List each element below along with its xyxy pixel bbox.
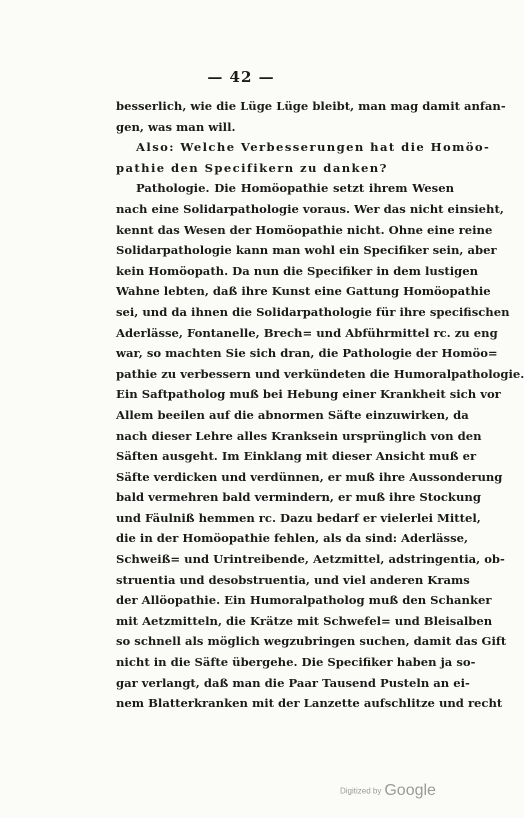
digitized-by-label: Digitized by bbox=[340, 786, 382, 796]
text-line: Aderlässe, Fontanelle, Brech= und Abführmittel rc. zu eng bbox=[116, 325, 498, 340]
section-heading-line: pathie den Specifikern zu danken? bbox=[116, 160, 388, 175]
text-line: Solidarpathologie kann man wohl ein Specifiker sein, aber bbox=[116, 243, 497, 258]
text-line: bald vermehren bald vermindern, er muß ihre Stockung bbox=[116, 490, 481, 505]
google-logo-text: Google bbox=[384, 782, 436, 799]
text-line: struentia und desobstruentia, und viel anderen Krams bbox=[116, 572, 470, 587]
text-line: Schweiß= und Urintreibende, Aetzmittel, adstringentia, ob- bbox=[116, 552, 505, 567]
text-line: und Fäulniß hemmen rc. Dazu bedarf er vielerlei Mittel, bbox=[116, 510, 481, 525]
text-line: nicht in die Säfte übergehe. Die Specifiker haben ja so- bbox=[116, 655, 476, 670]
text-line: die in der Homöopathie fehlen, als da sind: Aderlässe, bbox=[116, 531, 469, 546]
text-line: pathie zu verbessern und verkündeten die Humoralpathologie. bbox=[116, 366, 524, 381]
text-line: Pathologie. Die Homöopathie setzt ihrem Wesen bbox=[136, 181, 454, 196]
text-line: nach eine Solidarpathologie voraus. Wer das nicht einsieht, bbox=[116, 201, 504, 216]
text-line: nach dieser Lehre alles Kranksein ursprünglich von den bbox=[116, 428, 482, 443]
text-line: Ein Saftpatholog muß bei Hebung einer Krankheit sich vor bbox=[116, 387, 501, 402]
text-line: war, so machten Sie sich dran, die Pathologie der Homöo= bbox=[116, 346, 498, 361]
section-heading-line: Also: Welche Verbesserungen hat die Homöo- bbox=[136, 140, 491, 155]
text-line: mit Aetzmitteln, die Krätze mit Schwefel= und Bleisalben bbox=[116, 613, 493, 628]
text-line: gar verlangt, daß man die Paar Tausend Pusteln an ei- bbox=[116, 675, 470, 690]
text-line: nem Blatterkranken mit der Lanzette aufschlitze und recht bbox=[116, 696, 503, 711]
text-line: Wahne lebten, daß ihre Kunst eine Gattung Homöopathie bbox=[116, 284, 491, 299]
page-number-header: — 42 — bbox=[207, 68, 275, 86]
text-line: so schnell als möglich wegzubringen suchen, damit das Gift bbox=[116, 634, 507, 649]
text-line: der Allöopathie. Ein Humoralpatholog muß den Schanker bbox=[116, 593, 492, 608]
text-line: Allem beeilen auf die abnormen Säfte einzuwirken, da bbox=[116, 407, 469, 422]
text-line: besserlich, wie die Lüge Lüge bleibt, man mag damit anfan- bbox=[116, 99, 506, 113]
text-line: kein Homöopath. Da nun die Specifiker in dem lustigen bbox=[116, 263, 479, 278]
text-line: sei, und da ihnen die Solidarpathologie für ihre specifischen bbox=[116, 304, 510, 319]
text-line: Säften ausgeht. Im Einklang mit dieser Ansicht muß er bbox=[116, 449, 477, 464]
text-line: gen, was man will. bbox=[116, 119, 236, 134]
text-line: Säfte verdicken und verdünnen, er muß ihre Aussonderung bbox=[116, 469, 503, 484]
body-text bbox=[116, 96, 524, 714]
text-line: kennt das Wesen der Homöopathie nicht. Ohne eine reine bbox=[116, 222, 493, 237]
digitized-watermark bbox=[340, 782, 436, 800]
